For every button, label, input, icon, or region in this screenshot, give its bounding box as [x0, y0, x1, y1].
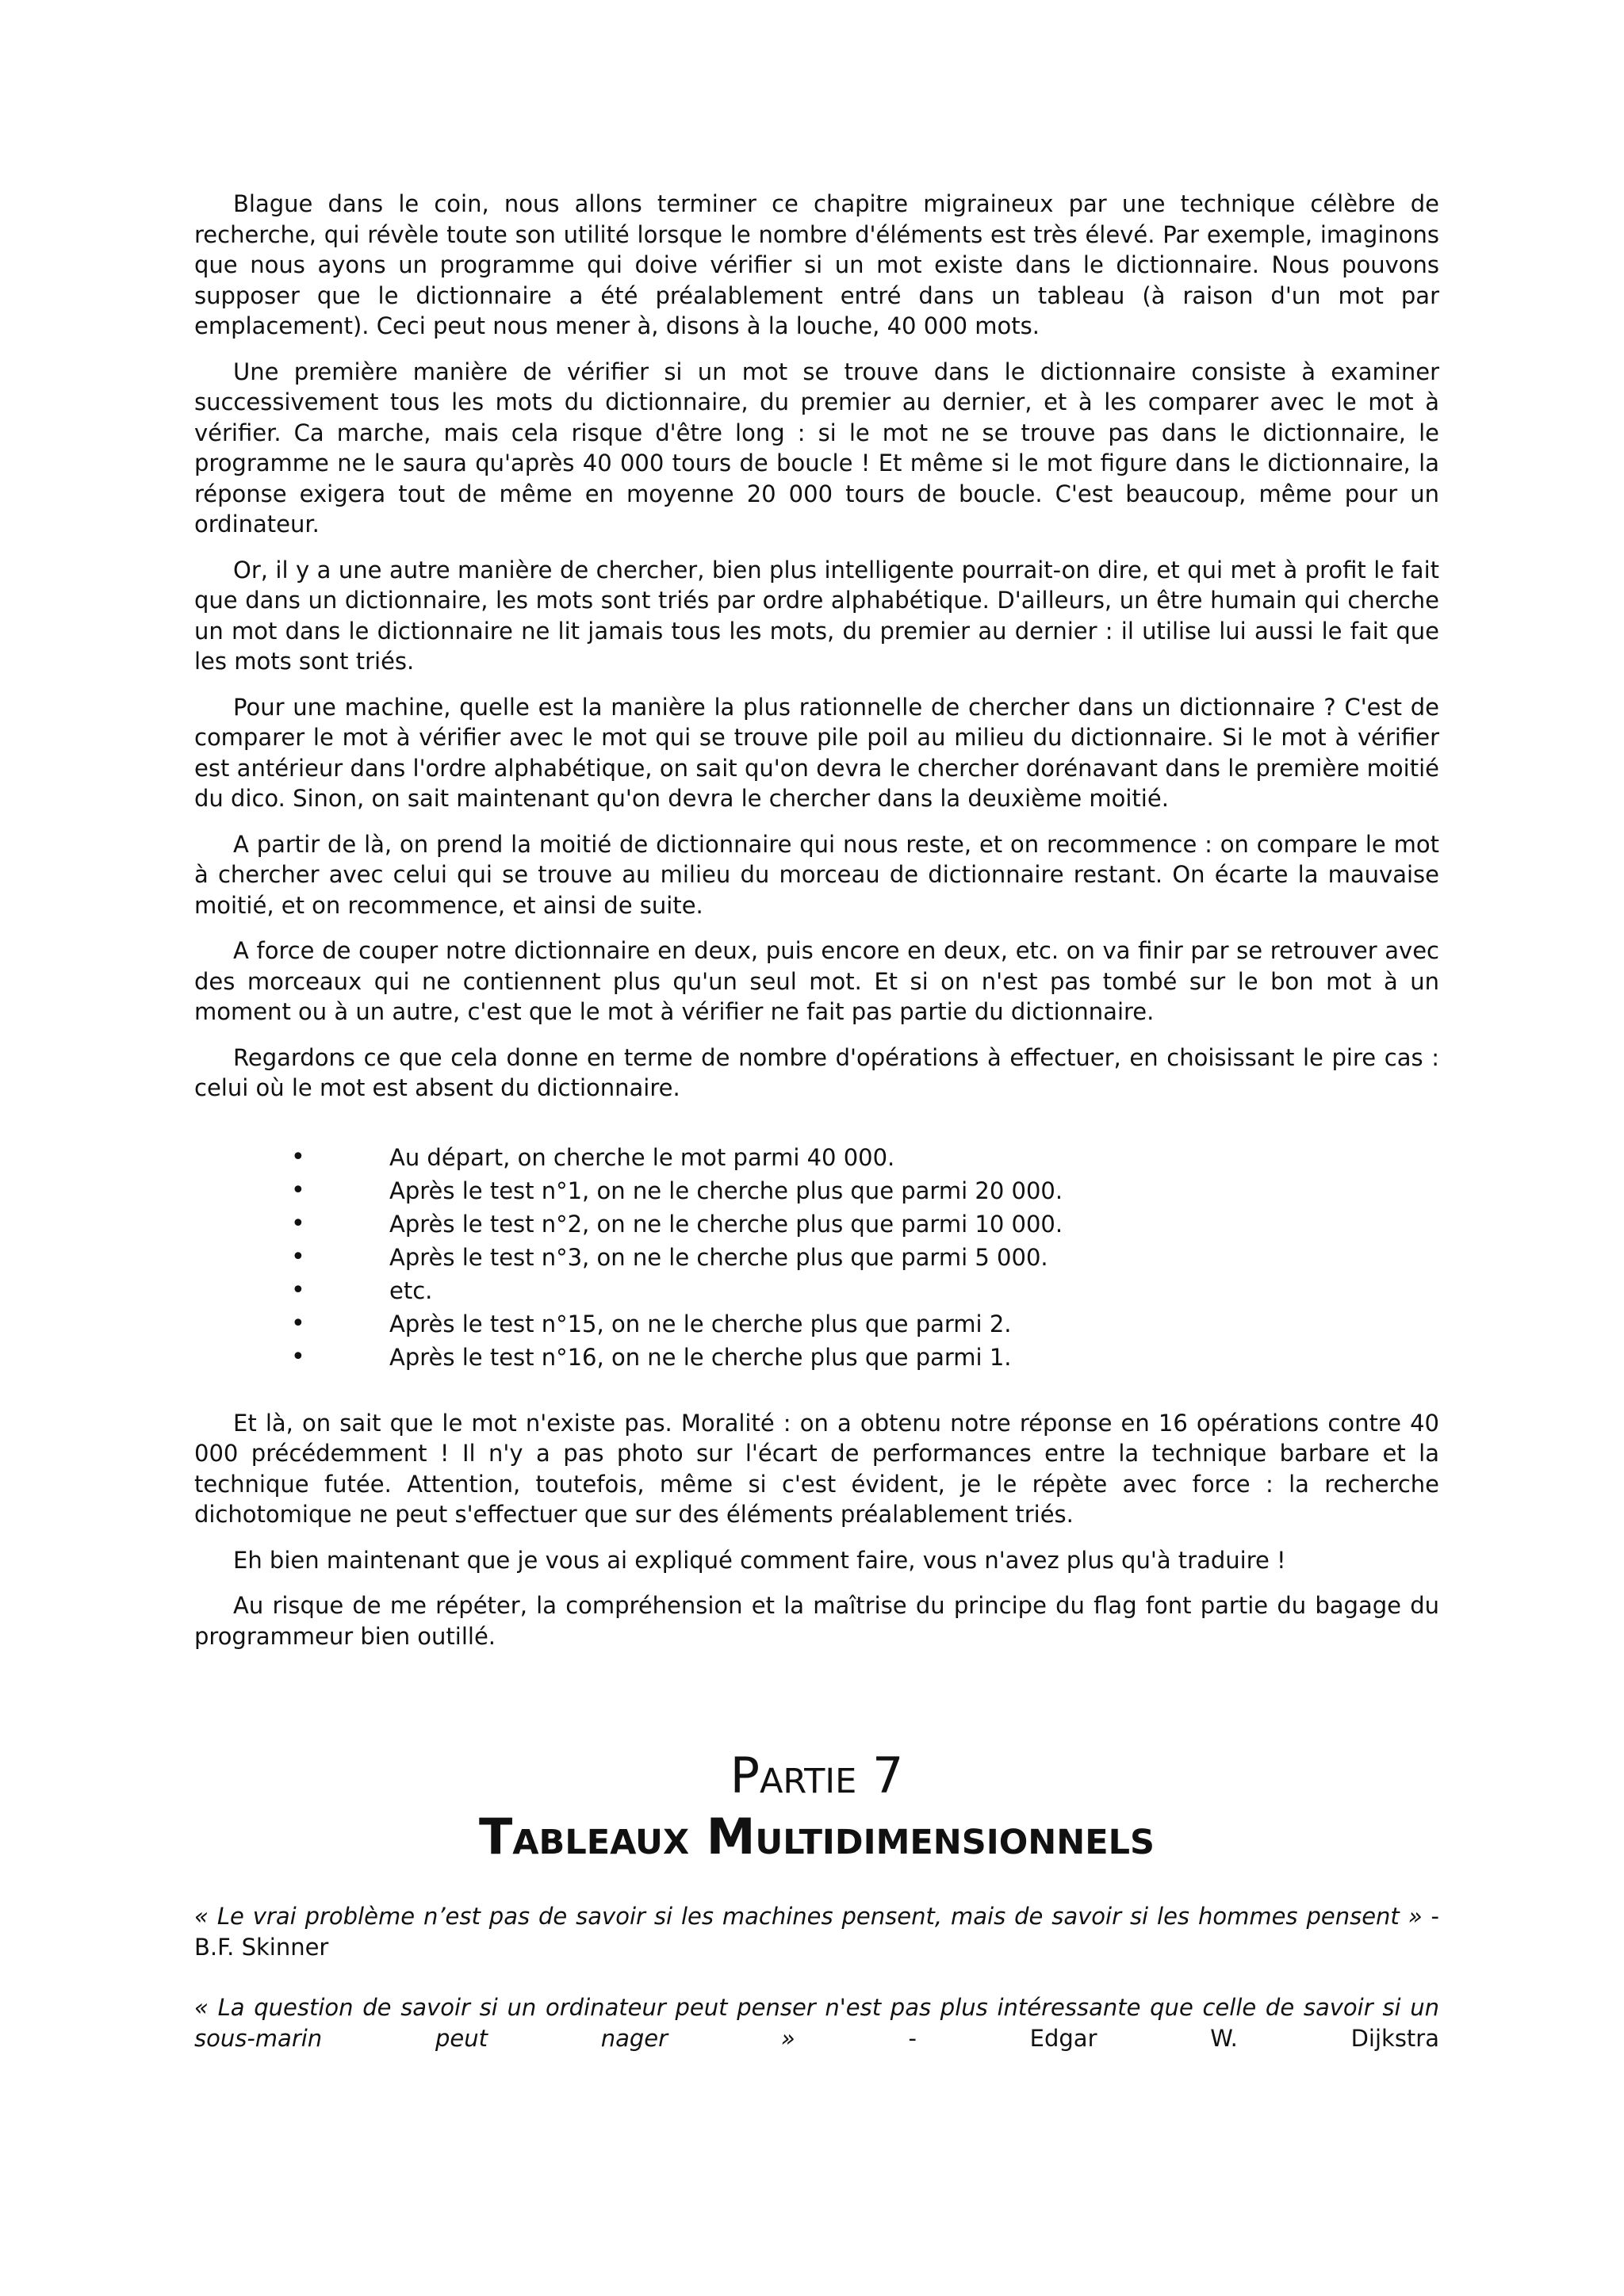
paragraph: Pour une machine, quelle est la manière la plus rationnelle de chercher dans un dictionnaire ? C'est de comparer le mot à vérifier avec le mot qui se trouve pile poil au milieu du dictionnaire. Si le mot à vérifier est antérieur dans l'ordre alphabétique, on sait qu'on devra le chercher dorénavant dans le première moitié du dico. Sinon, on sait maintenant qu'on devra le chercher dans la deuxième moitié.: [194, 693, 1439, 812]
bullet-list: [194, 1141, 1439, 1374]
quote-text: « Le vrai problème n’est pas de savoir si les machines pensent, mais de savoir si les hommes pensent »: [194, 1903, 1423, 1930]
list-item: • Après le test n°3, on ne le cherche plus que parmi 5 000.: [194, 1241, 1439, 1274]
list-item: • Après le test n°16, on ne le cherche plus que parmi 1.: [194, 1341, 1439, 1374]
paragraph: Et là, on sait que le mot n'existe pas. Moralité : on a obtenu notre réponse en 16 opérations contre 40 000 précédemment ! Il n'y a pas photo sur l'écart de performances entre la technique barbare et la technique futée. Attention, toutefois, même si c'est évident, je le répète avec force : la recherche dichotomique ne peut s'effectuer que sur des éléments préalablement triés.: [194, 1409, 1439, 1528]
paragraph: Blague dans le coin, nous allons terminer ce chapitre migraineux par une technique célèbre de recherche, qui révèle toute son utilité lorsque le nombre d'éléments est très élevé. Par exemple, imaginons que nous ayons un programme qui doive vérifier si un mot existe dans le dictionnaire. Nous pouvons supposer que le dictionnaire a été préalablement entré dans un tableau (à raison d'un mot par emplacement). Ceci peut nous mener à, disons à la louche, 40 000 mots.: [194, 190, 1439, 339]
paragraph: A partir de là, on prend la moitié de dictionnaire qui nous reste, et on recommence : on compare le mot à chercher avec celui qui se trouve au milieu du morceau de dictionnaire restant. On écarte la mauvaise moitié, et on recommence, et ainsi de suite.: [194, 830, 1439, 919]
document-page: [194, 189, 1439, 2084]
list-item: • Au départ, on cherche le mot parmi 40 000.: [194, 1141, 1439, 1174]
paragraph: Une première manière de vérifier si un mot se trouve dans le dictionnaire consiste à examiner successivement tous les mots du dictionnaire, du premier au dernier, et à les comparer avec le mot à vérifier. Ca marche, mais cela risque d'être long : si le mot ne se trouve pas dans le dictionnaire, le programme ne le saura qu'après 40 000 tours de boucle ! Et même si le mot figure dans le dictionnaire, la réponse exigera tout de même en moyenne 20 000 tours de boucle. C'est beaucoup, même pour un ordinateur.: [194, 358, 1439, 538]
list-item: • Après le test n°2, on ne le cherche plus que parmi 10 000.: [194, 1207, 1439, 1241]
list-item: • etc.: [194, 1274, 1439, 1307]
quote-text: « La question de savoir si un ordinateur peut penser n'est pas plus intéressante que celle de savoir si un sous-marin peut nager »: [194, 1994, 1439, 2052]
part-title: Tableaux Multidimensionnels: [478, 1808, 1155, 1866]
paragraph: Au risque de me répéter, la compréhension et la maîtrise du principe du flag font partie du bagage du programmeur bien outillé.: [194, 1592, 1439, 1650]
paragraph: Regardons ce que cela donne en terme de nombre d'opérations à effectuer, en choisissant le pire cas : celui où le mot est absent du dictionnaire.: [194, 1043, 1439, 1101]
paragraph: Or, il y a une autre manière de chercher, bien plus intelligente pourrait-on dire, et qui met à profit le fait que dans un dictionnaire, les mots sont triés par ordre alphabétique. D'ailleurs, un être humain qui cherche un mot dans le dictionnaire ne lit jamais tous les mots, du premier au dernier : il utilise lui aussi le fait que les mots sont triés.: [194, 556, 1439, 675]
paragraph: A force de couper notre dictionnaire en deux, puis encore en deux, etc. on va finir par se retrouver avec des morceaux qui ne contiennent plus qu'un seul mot. Et si on n'est pas tombé sur le bon mot à un moment ou à un autre, c'est que le mot à vérifier ne fait pas partie du dictionnaire.: [194, 937, 1439, 1025]
epigraph-quote: [194, 1992, 1439, 2053]
quote-author: - Edgar W. Dijkstra: [795, 2024, 1439, 2052]
paragraph: Eh bien maintenant que je vous ai expliqué comment faire, vous n'avez plus qu'à traduire !: [233, 1546, 1286, 1574]
quote-author: - B.F. Skinner: [194, 1903, 1439, 1961]
part-heading: Partie 7: [730, 1747, 904, 1804]
epigraph-quote: [194, 1901, 1439, 1962]
list-item: • Après le test n°15, on ne le cherche plus que parmi 2.: [194, 1307, 1439, 1341]
list-item: • Après le test n°1, on ne le cherche plus que parmi 20 000.: [194, 1174, 1439, 1207]
